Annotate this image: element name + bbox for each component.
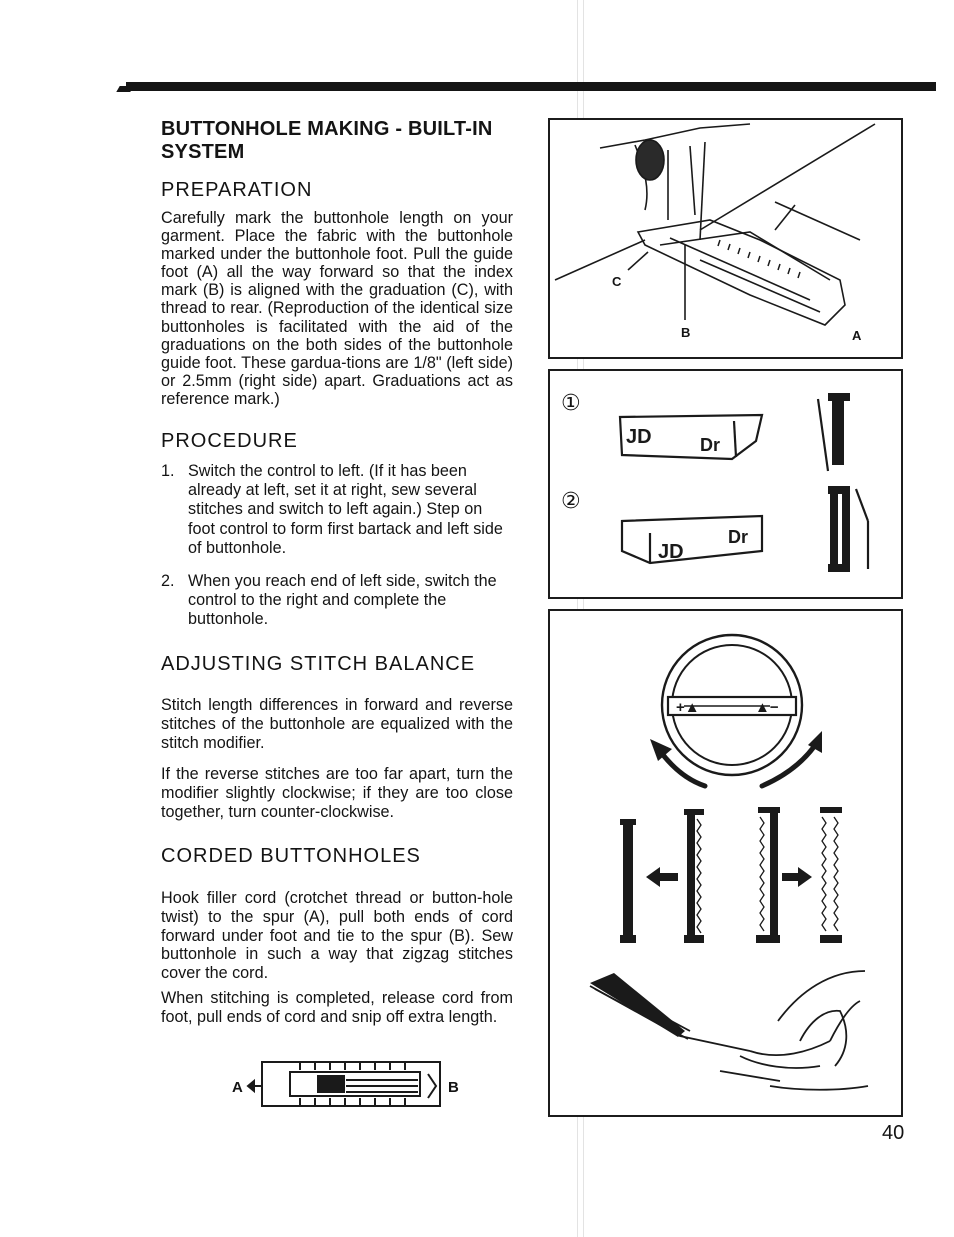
- corded-text-2: When stitching is completed, release cord from foot, pull ends of cord and snip off extra length.: [161, 989, 513, 1026]
- stitch-balance-drawing: [550, 611, 901, 1115]
- step-marker-2: ②: [561, 489, 581, 514]
- corded-label-b: B: [448, 1079, 459, 1096]
- svg-text:▲−: ▲−: [755, 699, 779, 716]
- step-marker-1: ①: [561, 391, 581, 416]
- procedure-heading: PROCEDURE: [161, 430, 298, 452]
- preparation-text: Carefully mark the buttonhole length on your garment. Place the fabric with the buttonhole marked under the buttonhole foot. Pull the guide foot (A) all the way forward so that the index mark (B) is aligned with the graduation (C), with thread to rear. (Reproduction of the identical size buttonholes is facilitated with the aid of the graduations on the both sides of the buttonhole guide foot. These gardua-tions are 1/8" (left side) or 2.5mm (right side) apart. Graduations act as reference mark.): [161, 209, 513, 408]
- svg-text:Dr: Dr: [700, 435, 721, 455]
- corded-text-1: Hook filler cord (crotchet thread or button-hole twist) to the spur (A), pull both ends of cord forward under foot and tie to the spur (B). Sew buttonhole in such a way that zigzag stitches cover the cord.: [161, 889, 513, 983]
- svg-text:Dr: Dr: [728, 527, 749, 547]
- svg-text:JD: JD: [626, 426, 652, 448]
- control-switch-figure: [548, 369, 903, 599]
- preparation-heading: PREPARATION: [161, 179, 313, 201]
- step-text: When you reach end of left side, switch the control to the right and complete the buttonhole.: [188, 572, 497, 629]
- label-c: C: [612, 274, 622, 289]
- procedure-step-1: [161, 462, 513, 558]
- balance-text-1: Stitch length differences in forward and reverse stitches of the buttonhole are equalized with the stitch modifier.: [161, 696, 513, 752]
- corded-heading: CORDED BUTTONHOLES: [161, 845, 421, 867]
- label-a: A: [852, 328, 862, 343]
- switch-drawings: [550, 371, 901, 597]
- step-number: 2.: [161, 572, 175, 590]
- step-text: Switch the control to left. (If it has been already at left, set it at right, sew several stitches and switch to left again.) Step on foot control to form first bartack and left side of buttonhole.: [188, 462, 503, 557]
- label-b: B: [681, 325, 691, 340]
- balance-heading: ADJUSTING STITCH BALANCE: [161, 653, 476, 675]
- svg-text:JD: JD: [658, 541, 684, 563]
- corded-label-a: A: [232, 1079, 243, 1096]
- page-number: 40: [882, 1122, 905, 1144]
- balance-text-2: If the reverse stitches are too far apart, turn the modifier slightly clockwise; if they are too close together, turn counter-clockwise.: [161, 765, 513, 821]
- section-title: BUTTONHOLE MAKING - BUILT-IN SYSTEM: [161, 118, 493, 163]
- stitch-balance-figure: [548, 609, 903, 1117]
- header-rule: [126, 82, 936, 91]
- step-number: 1.: [161, 462, 175, 480]
- svg-text:+▲: +▲: [676, 699, 700, 716]
- procedure-step-2: [161, 572, 513, 630]
- presser-foot-figure: [548, 118, 903, 359]
- presser-foot-drawing: [550, 120, 901, 357]
